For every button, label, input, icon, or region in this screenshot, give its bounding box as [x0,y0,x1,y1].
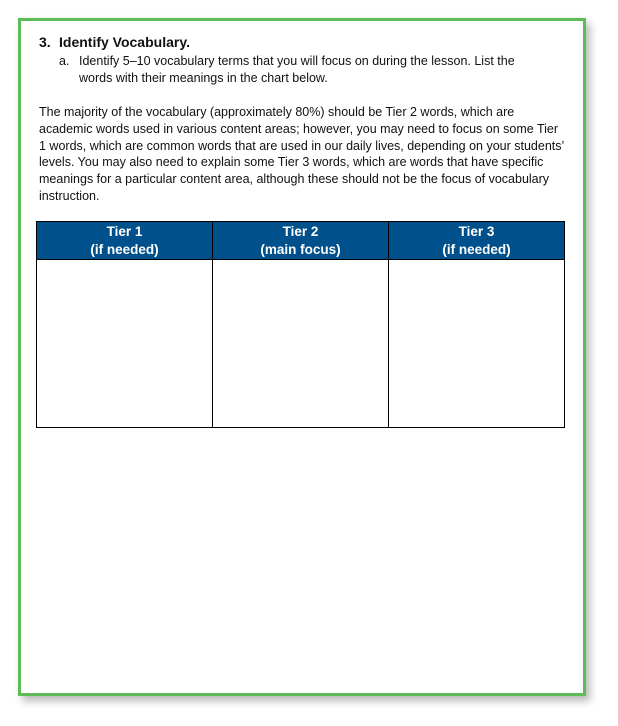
column-header-tier-2-name: Tier 2 [282,223,319,239]
column-header-tier-3-note: (if needed) [442,241,511,257]
column-header-tier-1-note: (if needed) [90,241,159,257]
column-header-tier-1 [37,222,213,260]
tier-3-entry-cell[interactable] [389,260,565,428]
vocabulary-chart-header-row [37,222,565,260]
column-header-tier-3-name: Tier 3 [458,223,495,239]
section-heading [39,34,190,50]
vocabulary-guidance-paragraph: The majority of the vocabulary (approximately 80%) should be Tier 2 words, which are academic words used in various content areas; however, you may need to focus on some Tier 1 words, which are common words that are used in our daily lives, depending on your students’ levels. You may also need to explain some Tier 3 words, which are words that have specific meanings for a particular content area, although these should not be the focus of vocabulary instruction. [39,105,564,203]
column-header-tier-2 [213,222,389,260]
sub-item-text: Identify 5–10 vocabulary terms that you will focus on during the lesson. List the words with their meanings in the chart below. [79,54,515,85]
section-number: 3. [39,34,51,50]
sub-item-marker: a. [59,54,70,68]
page-frame [18,18,586,696]
tier-2-entry-cell[interactable] [213,260,389,428]
column-header-tier-2-note: (main focus) [260,241,341,257]
vocabulary-chart-entry-row [37,260,565,428]
vocabulary-chart [36,221,565,428]
column-header-tier-3 [389,222,565,260]
column-header-tier-1-name: Tier 1 [106,223,143,239]
sub-item-a [59,53,549,87]
section-title: Identify Vocabulary. [59,34,190,50]
tier-1-entry-cell[interactable] [37,260,213,428]
